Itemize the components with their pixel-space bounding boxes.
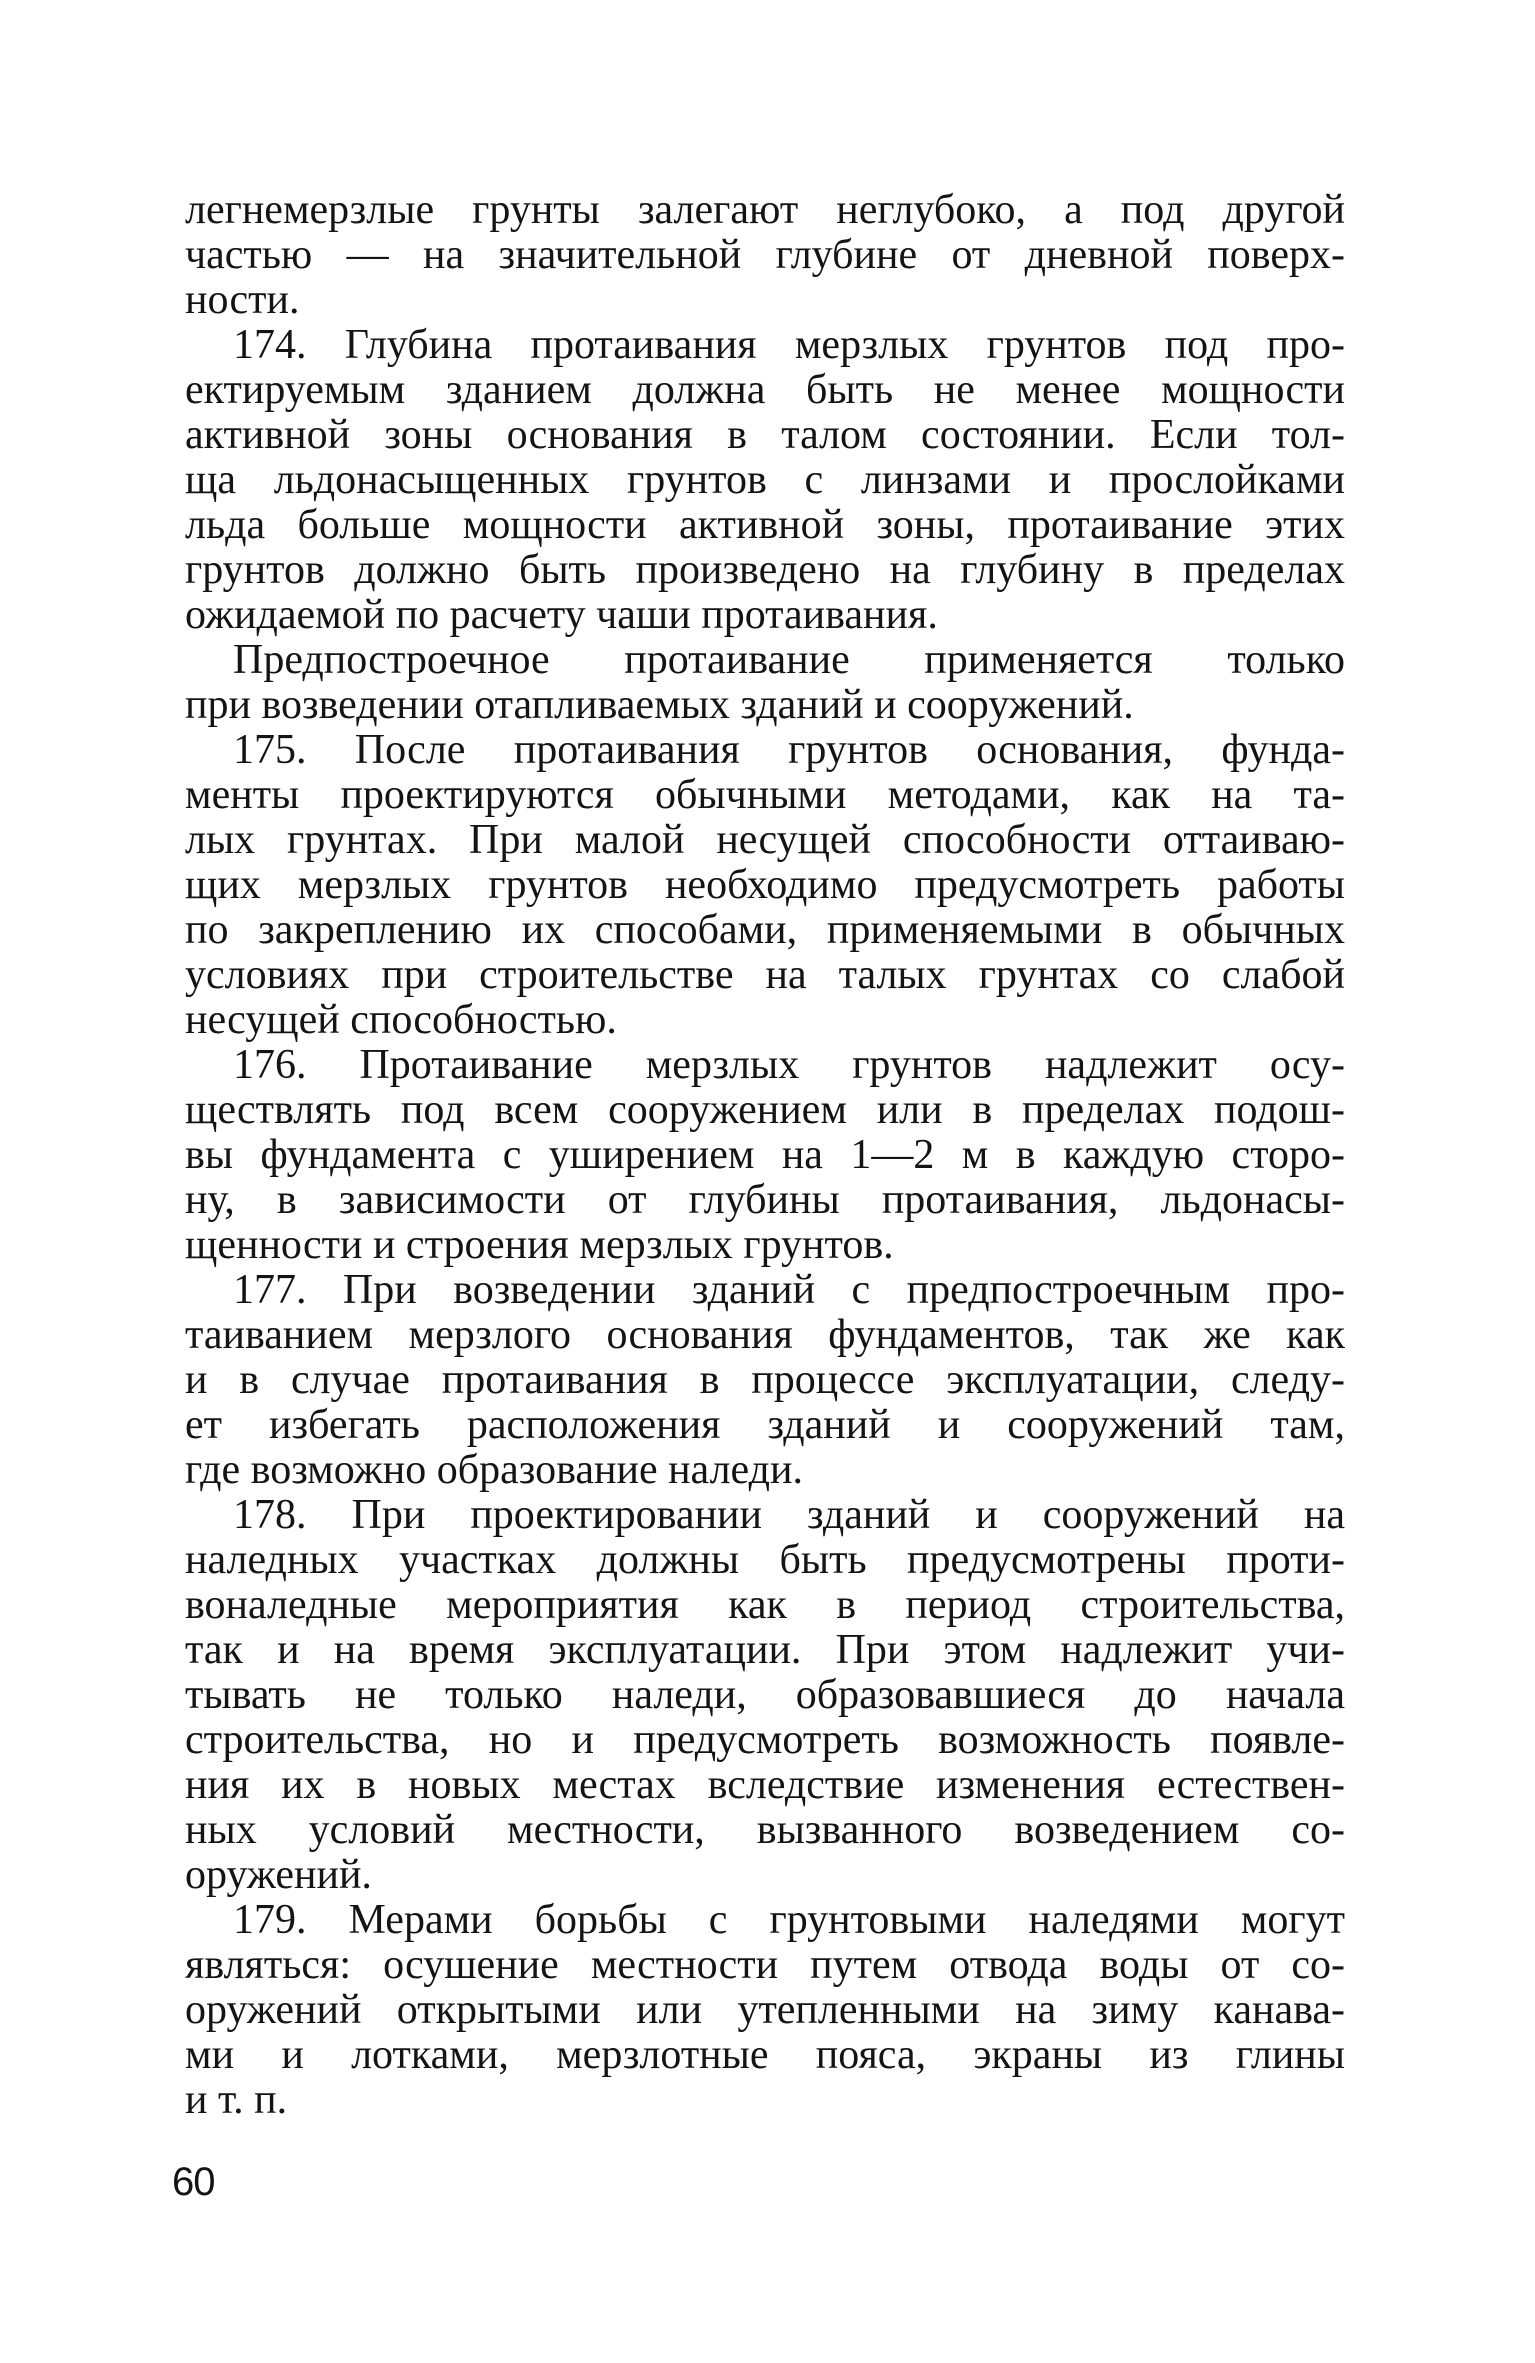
text-line: льда больше мощности активной зоны, протаивание этих xyxy=(185,503,1345,548)
text-line: грунтов должно быть произведено на глубину в пределах xyxy=(185,548,1345,593)
text-line: по закреплению их способами, применяемыми в обычных xyxy=(185,908,1345,953)
text-line: ми и лотками, мерзлотные пояса, экраны из глины xyxy=(185,2033,1345,2078)
text-line: наледных участках должны быть предусмотрены проти- xyxy=(185,1538,1345,1583)
text-line: ожидаемой по расчету чаши протаивания. xyxy=(185,593,938,638)
text-line: оружений. xyxy=(185,1853,372,1898)
text-line: щих мерзлых грунтов необходимо предусмотреть работы xyxy=(185,863,1345,908)
text-line: несущей способностью. xyxy=(185,998,617,1043)
text-line: при возведении отапливаемых зданий и сооружений. xyxy=(185,683,1134,728)
text-line: ния их в новых местах вследствие изменения естествен- xyxy=(185,1763,1345,1808)
text-line: ности. xyxy=(185,278,300,323)
text-line: так и на время эксплуатации. При этом надлежит учи- xyxy=(185,1628,1345,1673)
text-line: таиванием мерзлого основания фундаментов, так же как xyxy=(185,1313,1345,1358)
text-line: оружений открытыми или утепленными на зиму канава- xyxy=(185,1988,1345,2033)
text-line: 178. При проектировании зданий и сооружений на xyxy=(233,1493,1345,1538)
text-line: ных условий местности, вызванного возведением со- xyxy=(185,1808,1345,1853)
text-line: ет избегать расположения зданий и сооружений там, xyxy=(185,1403,1345,1448)
text-line: воналедные мероприятия как в период строительства, xyxy=(185,1583,1345,1628)
page-number: 60 xyxy=(172,2160,215,2204)
document-body xyxy=(185,188,1345,2123)
text-line: 176. Протаивание мерзлых грунтов надлежит осу- xyxy=(233,1043,1345,1088)
text-line: вы фундамента с уширением на 1—2 м в каждую сторо- xyxy=(185,1133,1345,1178)
text-line: где возможно образование наледи. xyxy=(185,1448,803,1493)
text-line: легнемерзлые грунты залегают неглубоко, а под другой xyxy=(185,188,1345,233)
text-line: щенности и строения мерзлых грунтов. xyxy=(185,1223,894,1268)
text-line: строительства, но и предусмотреть возможность появле- xyxy=(185,1718,1345,1763)
text-line: лых грунтах. При малой несущей способности оттаиваю- xyxy=(185,818,1345,863)
text-line: и т. п. xyxy=(185,2078,288,2123)
text-line: являться: осушение местности путем отвода воды от со- xyxy=(185,1943,1345,1988)
text-line: менты проектируются обычными методами, как на та- xyxy=(185,773,1345,818)
text-line: 179. Мерами борьбы с грунтовыми наледями могут xyxy=(233,1898,1345,1943)
text-line: частью — на значительной глубине от дневной поверх- xyxy=(185,233,1345,278)
text-line: ществлять под всем сооружением или в пределах подош- xyxy=(185,1088,1345,1133)
text-line: 177. При возведении зданий с предпостроечным про- xyxy=(233,1268,1345,1313)
text-line: 174. Глубина протаивания мерзлых грунтов под про- xyxy=(233,323,1345,368)
text-line: активной зоны основания в талом состоянии. Если тол- xyxy=(185,413,1345,458)
text-line: Предпостроечное протаивание применяется только xyxy=(233,638,1345,683)
text-line: ектируемым зданием должна быть не менее мощности xyxy=(185,368,1345,413)
text-line: ща льдонасыщенных грунтов с линзами и прослойками xyxy=(185,458,1345,503)
text-line: и в случае протаивания в процессе эксплуатации, следу- xyxy=(185,1358,1345,1403)
text-line: 175. После протаивания грунтов основания, фунда- xyxy=(233,728,1345,773)
text-line: тывать не только наледи, образовавшиеся до начала xyxy=(185,1673,1345,1718)
text-line: условиях при строительстве на талых грунтах со слабой xyxy=(185,953,1345,998)
text-line: ну, в зависимости от глубины протаивания, льдонасы- xyxy=(185,1178,1345,1223)
